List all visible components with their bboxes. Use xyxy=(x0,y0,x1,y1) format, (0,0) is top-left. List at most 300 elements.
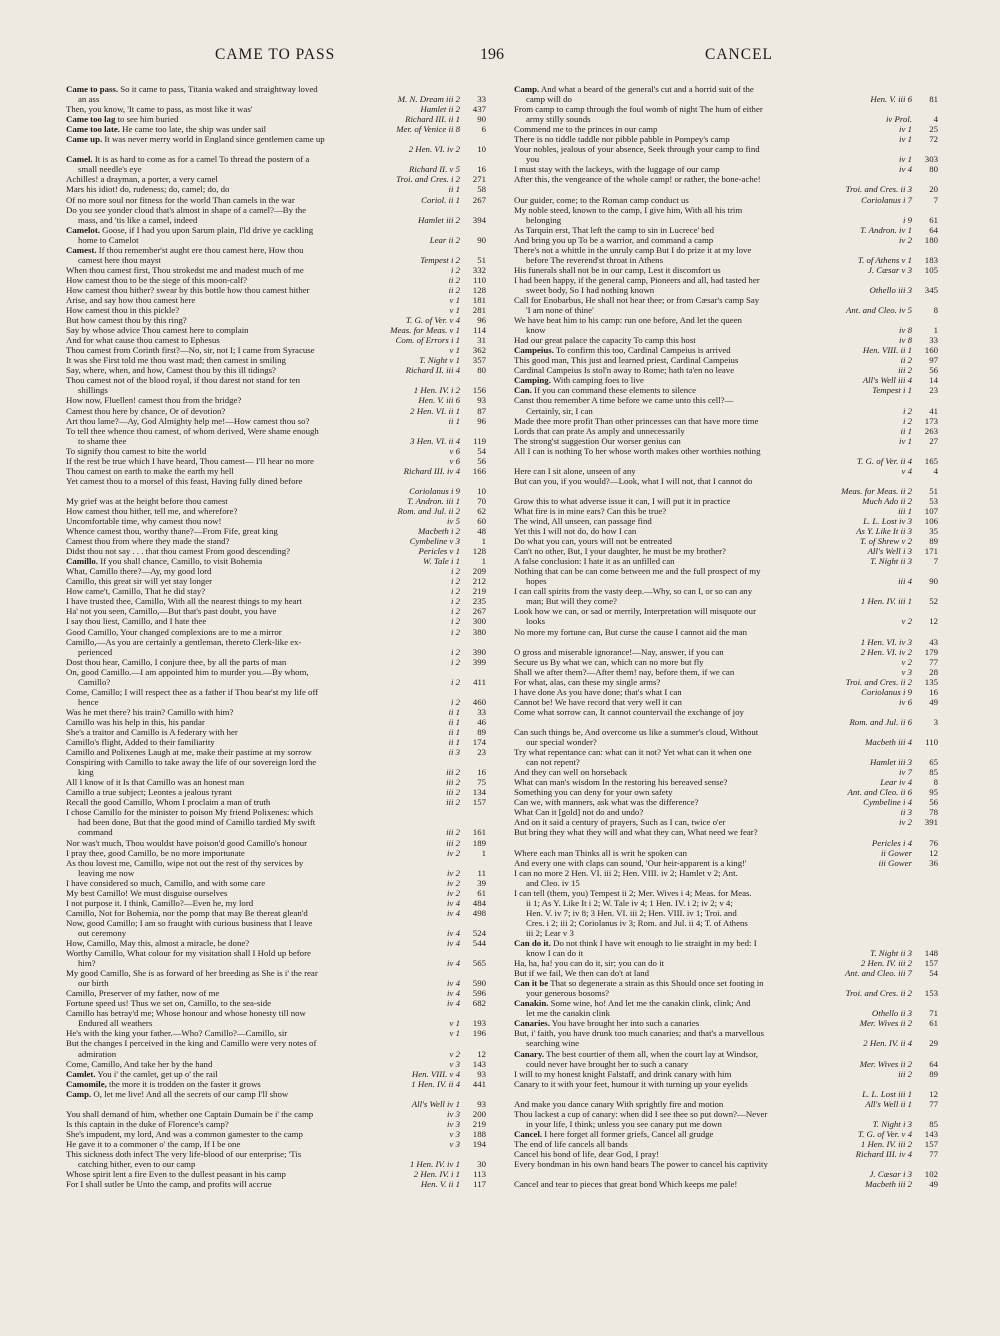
line-number xyxy=(912,827,938,837)
line-number: 53 xyxy=(929,495,938,506)
entry-line xyxy=(66,707,486,717)
play-reference: i 2 xyxy=(450,656,460,667)
play-reference: 1 Hen. IV. iv 1 xyxy=(409,1159,460,1170)
play-reference: Meas. for Meas. v 1 xyxy=(390,325,460,336)
entry-text: How, Camillo, May this, almost a miracle, be done? xyxy=(66,937,250,948)
entry-text: your generous bosoms? xyxy=(526,988,610,999)
entry-text: our birth xyxy=(78,978,109,989)
entry-text: Nor was't much, Thou wouldst have poison'd good Camillo's honour xyxy=(66,837,308,848)
line-number xyxy=(912,1079,938,1089)
line-number: 8 xyxy=(933,305,938,316)
entry-text: I must stay with the lackeys, with the luggage of our camp xyxy=(514,164,720,175)
play-reference: iv 1 xyxy=(899,154,912,165)
play-reference: Hen. V. iii 6 xyxy=(870,94,912,105)
headword: Campeius. xyxy=(514,345,554,356)
line-number: 56 xyxy=(929,365,938,376)
line-number: 81 xyxy=(929,94,938,105)
entry-text: The end of life cancels all bands xyxy=(514,1138,628,1149)
play-reference: 1 Hen. IV. ii 4 xyxy=(411,1078,460,1089)
headword: Camillo. xyxy=(66,556,99,567)
entry-line xyxy=(514,727,938,737)
entry-line xyxy=(514,978,938,988)
line-number xyxy=(912,908,938,918)
entry-text: But can you, if you would?—Look, what I will not, that I cannot do xyxy=(514,475,753,486)
play-reference: 1 Hen. IV. i 2 xyxy=(413,385,460,396)
line-number: 157 xyxy=(924,1138,938,1149)
entry-line xyxy=(514,1049,938,1059)
play-reference: iv 3 xyxy=(447,1108,460,1119)
entry-text: How camest thou hither? swear by this bottle how thou camest hither xyxy=(66,284,310,295)
entry-line xyxy=(66,637,486,647)
entry-text: She's impudent, my lord, And was a common gamester to the camp xyxy=(66,1128,303,1139)
entry-text: Whence camest thou, worthy thane?—From Fife, great king xyxy=(66,526,278,537)
entry-line xyxy=(66,878,486,888)
entry-text: But if we fail, We then can do't at land xyxy=(514,968,650,979)
play-reference: ii 2 xyxy=(900,355,912,366)
play-reference: v 2 xyxy=(901,656,912,667)
line-number: 49 xyxy=(929,696,938,707)
play-reference: iv 2 xyxy=(447,877,460,888)
line-number xyxy=(912,1049,938,1059)
play-reference: Coriolanus i 9 xyxy=(409,485,460,496)
entry-line xyxy=(514,1079,938,1089)
entry-line xyxy=(66,345,486,355)
line-number xyxy=(912,295,938,305)
line-number: 390 xyxy=(472,646,486,657)
entry-line xyxy=(514,315,938,325)
entry-line xyxy=(514,84,938,94)
entry-line xyxy=(66,898,486,908)
line-number xyxy=(912,395,938,405)
line-number xyxy=(460,968,486,978)
entry-text: Yet camest thou to a morsel of this feast, Having fully dined before xyxy=(66,475,303,486)
entry-text: Then, you know, 'It came to pass, as most like it was' xyxy=(66,104,253,115)
entry-line xyxy=(514,1179,938,1189)
entry-text: Of no more soul nor fitness for the world Than camels in the war xyxy=(66,194,295,205)
line-number xyxy=(912,928,938,938)
entry-text: But, i' faith, you have drunk too much canaries; and that's a marvellous xyxy=(514,1028,764,1039)
line-number xyxy=(460,1038,486,1048)
entry-line xyxy=(66,1008,486,1018)
entry-text xyxy=(514,1089,858,1099)
entry-text: My noble steed, known to the camp, I give him, With all his trim xyxy=(514,204,743,215)
headword: Camel. xyxy=(66,154,93,165)
entry-line xyxy=(514,616,938,626)
entry-text: belonging xyxy=(526,214,562,225)
entry-line xyxy=(66,868,486,878)
play-reference: iii 2 xyxy=(446,837,460,848)
entry-line xyxy=(66,406,486,416)
line-number: 119 xyxy=(473,435,486,446)
entry-line xyxy=(514,1109,938,1119)
entry-text: Worthy Camillo, What colour for my visitation shall I Hold up before xyxy=(66,948,311,959)
play-reference: Ant. and Cleo. iii 7 xyxy=(845,968,912,979)
line-number xyxy=(460,1008,486,1018)
entry-text: What can man's wisdom In the restoring his bereaved sense? xyxy=(514,777,728,788)
entry-text: ii 1; As Y. Like It i 2; W. Tale iv 4; 1 Hen. IV. i 2; iv 2; v 4; xyxy=(526,897,733,908)
entry-text: and Cleo. iv 15 xyxy=(526,877,580,888)
left-column xyxy=(66,84,486,1324)
line-number: 173 xyxy=(924,415,938,426)
line-number: 20 xyxy=(929,184,938,195)
entry-line xyxy=(514,998,938,1008)
line-number: 49 xyxy=(929,1179,938,1190)
line-number xyxy=(460,687,486,697)
entry-text: And on it said a century of prayers, Such as I can, twice o'er xyxy=(514,817,726,828)
entry-text xyxy=(514,184,842,194)
play-reference: 2 Hen. IV. ii 4 xyxy=(863,1038,912,1049)
entry-text: Come, Camillo; I will respect thee as a father if Thou bear'st my life off xyxy=(66,686,319,697)
entry-line xyxy=(66,888,486,898)
headword: Can do it. xyxy=(514,937,551,948)
entry-line xyxy=(514,1139,938,1149)
line-number: 16 xyxy=(477,164,486,175)
entry-line xyxy=(66,968,486,978)
play-reference: 2 Hen. VI. iv 2 xyxy=(860,646,912,657)
entry-line xyxy=(66,596,486,606)
entry-line xyxy=(66,1018,486,1028)
line-number: 117 xyxy=(473,1179,486,1190)
line-number xyxy=(912,707,938,717)
headword: Canaries. xyxy=(514,1018,550,1029)
line-number: 58 xyxy=(477,184,486,195)
line-number: 183 xyxy=(924,254,938,265)
line-number: 23 xyxy=(477,747,486,758)
entry-text: Do what you can, yours will not be entreated xyxy=(514,536,673,547)
entry-text: Cancel. I here forget all former griefs, Cancel all grudge xyxy=(514,1128,714,1139)
entry-line xyxy=(66,446,486,456)
entry-line xyxy=(514,918,938,928)
play-reference: All's Well iv 1 xyxy=(411,1098,460,1109)
headword: Came too lag xyxy=(66,114,116,125)
entry-text: Certainly, sir, I can xyxy=(526,405,593,416)
entry-line xyxy=(66,285,486,295)
entry-text: Grow this to what adverse issue it can, I will put it in practice xyxy=(514,495,731,506)
entry-text: army stilly sounds xyxy=(526,114,591,125)
entry-text xyxy=(514,1169,865,1179)
play-reference: T. of Athens v 1 xyxy=(857,254,912,265)
entry-text: Camelot. Goose, if I had you upon Sarum plain, I'ld drive ye cackling xyxy=(66,224,314,235)
entry-line xyxy=(514,1069,938,1079)
entry-line xyxy=(514,596,938,606)
headword: Came up. xyxy=(66,134,103,145)
line-number xyxy=(460,426,486,436)
headword: Camp. xyxy=(66,1088,92,1099)
play-reference: iv 1 xyxy=(899,435,912,446)
line-number xyxy=(912,586,938,596)
line-number: 35 xyxy=(929,526,938,537)
entry-line xyxy=(514,898,938,908)
line-number xyxy=(912,144,938,154)
play-reference: Hen. VIII. v 4 xyxy=(411,1068,460,1079)
entry-line xyxy=(66,124,486,134)
line-number: 437 xyxy=(472,104,486,115)
entry-text: All I know of it Is that Camillo was an honest man xyxy=(66,777,245,788)
line-number: 16 xyxy=(929,686,938,697)
play-reference: Othello ii 3 xyxy=(871,1008,912,1019)
line-number: 128 xyxy=(472,284,486,295)
line-number: 1 xyxy=(481,556,486,567)
entry-text: For what, alas, can these my single arms? xyxy=(514,676,661,687)
line-number xyxy=(912,747,938,757)
headword: Came too late. xyxy=(66,124,120,135)
entry-text: Yet this I will not do, do how I can xyxy=(514,526,637,537)
line-number: 4 xyxy=(933,114,938,125)
line-number: 179 xyxy=(924,646,938,657)
line-number: 110 xyxy=(473,274,486,285)
play-reference: v 3 xyxy=(901,666,912,677)
entry-text: Say, where, when, and how, Camest thou by this ill tidings? xyxy=(66,365,276,376)
play-reference: Troi. and Cres. ii 2 xyxy=(845,676,912,687)
entry-line xyxy=(514,566,938,576)
entry-line xyxy=(514,184,938,194)
entry-text: My grief was at the height before thou camest xyxy=(66,495,228,506)
play-reference: Cymbeline i 4 xyxy=(863,797,912,808)
entry-text: Conspiring with Camillo to take away the life of our sovereign lord the xyxy=(66,757,317,768)
play-reference: W. Tale i 1 xyxy=(423,556,460,567)
line-number: 96 xyxy=(477,315,486,326)
play-reference: Richard II. iii 4 xyxy=(405,365,460,376)
entry-text: This good man, This just and learned priest, Cardinal Campeius xyxy=(514,355,739,366)
entry-text: But how camest thou by this ring? xyxy=(66,315,187,326)
play-reference: 1 Hen. IV. iii 2 xyxy=(860,1138,912,1149)
entry-line xyxy=(514,164,938,174)
line-number: 97 xyxy=(929,355,938,366)
entry-text: Your nobles, jealous of your absence, Seek through your camp to find xyxy=(514,144,760,155)
entry-text: Hen. V. iv 7; iv 8; 3 Hen. VI. iii 2; Hen. VIII. iv 1; Troi. and xyxy=(526,907,737,918)
entry-text: I chose Camillo for the minister to poison My friend Polixenes: which xyxy=(66,807,314,818)
play-reference: iii 2 xyxy=(446,767,460,778)
play-reference: iv 4 xyxy=(447,998,460,1009)
entry-line xyxy=(66,235,486,245)
entry-text: 'I am none of thine' xyxy=(526,305,594,316)
entry-line xyxy=(514,657,938,667)
line-number: 14 xyxy=(929,375,938,386)
entry-line xyxy=(514,295,938,305)
line-number: 171 xyxy=(924,546,938,557)
entry-text: camest here thou mayst xyxy=(78,254,161,265)
entry-text: Achilles! a drayman, a porter, a very camel xyxy=(66,174,218,185)
entry-line xyxy=(514,1169,938,1179)
line-number xyxy=(460,637,486,647)
line-number: 64 xyxy=(929,1058,938,1069)
line-number xyxy=(912,938,938,948)
entry-line xyxy=(66,486,486,496)
line-number xyxy=(912,476,938,486)
line-number: 28 xyxy=(929,666,938,677)
entry-text: Where each man Thinks all is writ he spoken can xyxy=(514,847,688,858)
entry-line xyxy=(514,215,938,225)
play-reference: ii 3 xyxy=(900,807,912,818)
line-number: 153 xyxy=(924,988,938,999)
line-number: 39 xyxy=(477,877,486,888)
headword: Canary. xyxy=(514,1048,545,1059)
entry-line xyxy=(514,1028,938,1038)
line-number xyxy=(460,1149,486,1159)
play-reference: iv 7 xyxy=(899,767,912,778)
line-number: 65 xyxy=(929,757,938,768)
line-number: 76 xyxy=(929,837,938,848)
entry-text: catching hither, even to our camp xyxy=(78,1159,196,1170)
entry-text: Whose spirit lent a fire Even to the dullest peasant in his camp xyxy=(66,1169,286,1180)
entry-line xyxy=(514,948,938,958)
play-reference: 1 Hen. VI. iv 3 xyxy=(860,636,912,647)
entry-text: I not purpose it. I think, Camillo?—Even he, my lord xyxy=(66,897,254,908)
entry-line xyxy=(514,888,938,898)
line-number: 23 xyxy=(929,385,938,396)
play-reference: Macbeth i 2 xyxy=(417,526,460,537)
entry-text: Camillo was his help in this, his pandar xyxy=(66,716,205,727)
play-reference: L. L. Lost iv 3 xyxy=(863,516,912,527)
entry-text: Camp. And what a beard of the general's cut and a horrid suit of the xyxy=(514,84,754,94)
entry-line xyxy=(66,998,486,1008)
entry-line xyxy=(66,1139,486,1149)
play-reference: Rom. and Jul. ii 6 xyxy=(849,716,912,727)
line-number: 7 xyxy=(933,194,938,205)
line-number: 85 xyxy=(929,767,938,778)
play-reference: i 2 xyxy=(450,576,460,587)
line-number: 36 xyxy=(929,857,938,868)
play-reference: Cymbeline v 3 xyxy=(409,536,460,547)
entry-line xyxy=(514,426,938,436)
entry-line xyxy=(514,416,938,426)
entry-line xyxy=(514,827,938,837)
entry-text: Art thou lame?—Ay, God Almighty help me!—How camest thou so? xyxy=(66,415,310,426)
entry-line xyxy=(66,747,486,757)
entry-line xyxy=(66,1069,486,1079)
entry-text: Can we, with manners, ask what was the difference? xyxy=(514,797,699,808)
entry-line xyxy=(66,295,486,305)
entry-text: But bring they what they will and what they can, What need we fear? xyxy=(514,827,758,838)
entry-line xyxy=(514,677,938,687)
line-number: 157 xyxy=(924,958,938,969)
entry-text: When thou camest first, Thou strokedst me and madest much of me xyxy=(66,264,304,275)
play-reference: T. Andron. iv 1 xyxy=(860,224,912,235)
entry-text: Cancel his bond of life, dear God, I pray! xyxy=(514,1148,660,1159)
headword: Can. xyxy=(514,385,532,396)
entry-line xyxy=(66,114,486,124)
line-number xyxy=(912,205,938,215)
entry-line xyxy=(514,958,938,968)
entry-line xyxy=(66,928,486,938)
entry-line xyxy=(66,365,486,375)
play-reference: T. G. of Ver. v 4 xyxy=(405,315,460,326)
entry-text: can not repent? xyxy=(526,757,580,768)
line-number: 235 xyxy=(472,596,486,607)
entry-line xyxy=(66,526,486,536)
entry-text: Call for Enobarbus, He shall not hear thee; or from Cæsar's camp Say xyxy=(514,294,760,305)
entry-text: sweet body, So I had nothing known xyxy=(526,284,655,295)
entry-text: Camest thou from where they made the stand? xyxy=(66,536,230,547)
entry-line xyxy=(66,817,486,827)
entry-line xyxy=(66,1119,486,1129)
play-reference: iv 1 xyxy=(899,134,912,145)
play-reference: i 2 xyxy=(450,264,460,275)
entry-text: And every one with claps can sound, 'Our heir-apparent is a king!' xyxy=(514,857,747,868)
entry-line xyxy=(66,918,486,928)
line-number xyxy=(912,978,938,988)
entry-line xyxy=(66,827,486,837)
play-reference: i 2 xyxy=(450,606,460,617)
line-number: 64 xyxy=(929,224,938,235)
play-reference: iv 3 xyxy=(447,1118,460,1129)
entry-text: Endured all weathers xyxy=(78,1018,153,1029)
line-number: 165 xyxy=(924,455,938,466)
line-number: 51 xyxy=(477,254,486,265)
entry-line xyxy=(514,868,938,878)
play-reference: T. Night ii 3 xyxy=(870,556,912,567)
line-number: 219 xyxy=(472,586,486,597)
entry-line xyxy=(514,807,938,817)
entry-line xyxy=(514,1018,938,1028)
entry-line xyxy=(514,365,938,375)
entry-text: Camomile, the more it is trodden on the faster it grows xyxy=(66,1078,261,1089)
entry-line xyxy=(66,647,486,657)
line-number: 11 xyxy=(477,867,486,878)
entry-text: Camlet. You i' the camlet, get up o' the rail xyxy=(66,1068,218,1079)
play-reference: iv 6 xyxy=(899,696,912,707)
entry-line xyxy=(66,104,486,114)
entry-line xyxy=(514,255,938,265)
play-reference: Troi. and Cres. i 2 xyxy=(396,174,460,185)
line-number: 61 xyxy=(929,214,938,225)
entry-line xyxy=(66,848,486,858)
entry-line xyxy=(66,164,486,174)
entry-text: Cres. i 2; iii 2; Coriolanus iv 3; Rom. and Jul. ii 4; T. of Athens xyxy=(526,917,748,928)
line-number xyxy=(912,84,938,94)
entry-text xyxy=(514,486,837,496)
entry-line xyxy=(514,858,938,868)
line-number: 411 xyxy=(473,676,486,687)
entry-text: How camest thou in this pickle? xyxy=(66,305,180,316)
line-number: 380 xyxy=(472,626,486,637)
play-reference: v 1 xyxy=(449,1018,460,1029)
line-number xyxy=(912,174,938,184)
play-reference: Tempest i 1 xyxy=(872,385,912,396)
line-number: 12 xyxy=(929,847,938,858)
line-number: 10 xyxy=(477,144,486,155)
line-number: 166 xyxy=(472,465,486,476)
play-reference: iii 4 xyxy=(898,576,912,587)
line-number: 46 xyxy=(477,716,486,727)
entry-text: Made thee more profit Than other princesses can that have more time xyxy=(514,415,759,426)
play-reference: ii 1 xyxy=(448,737,460,748)
entry-line xyxy=(66,325,486,335)
line-number xyxy=(912,275,938,285)
line-number xyxy=(460,225,486,235)
line-number: 93 xyxy=(477,1068,486,1079)
entry-text: To tell thee whence thou camest, of whom derived, Were shame enough xyxy=(66,425,319,436)
play-reference: iv 4 xyxy=(447,978,460,989)
entry-line xyxy=(514,506,938,516)
entry-line xyxy=(514,576,938,586)
entry-line xyxy=(514,586,938,596)
entry-text: Good Camillo, Your changed complexions are to me a mirror xyxy=(66,626,282,637)
line-number: 134 xyxy=(472,787,486,798)
entry-line xyxy=(66,948,486,958)
entry-line xyxy=(66,1059,486,1069)
entry-text xyxy=(66,144,405,154)
play-reference: Com. of Errors i 1 xyxy=(395,335,460,346)
entry-line xyxy=(66,978,486,988)
line-number: 498 xyxy=(472,907,486,918)
entry-text: He gave it to a commoner o' the camp, If I be one xyxy=(66,1138,241,1149)
entry-line xyxy=(514,988,938,998)
entry-line xyxy=(66,1149,486,1159)
entry-text: On, good Camillo.—I am appointed him to murder you.—By whom, xyxy=(66,666,309,677)
entry-text: There's not a whittle in the unruly camp But I do prize it at my love xyxy=(514,244,752,255)
entry-line xyxy=(514,717,938,727)
